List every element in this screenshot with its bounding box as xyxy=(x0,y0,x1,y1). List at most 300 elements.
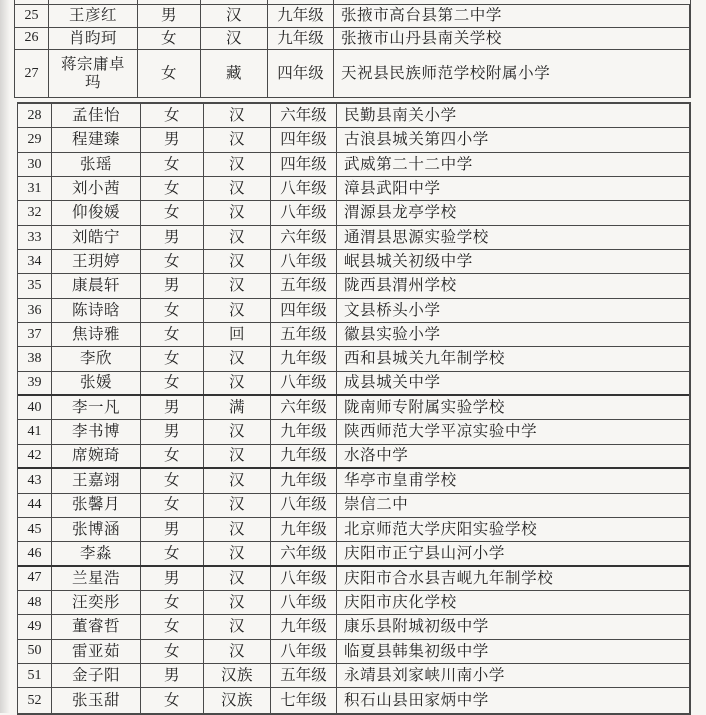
roster-table-segment-top xyxy=(14,4,691,98)
cell-school xyxy=(337,615,689,638)
cell-school xyxy=(337,664,689,687)
school-text: 张掖市高台县第二中学 xyxy=(341,7,503,25)
grade-text: 八年级 xyxy=(280,204,327,222)
cell-name xyxy=(52,445,141,467)
cell-ethnicity xyxy=(204,347,271,370)
cell-no xyxy=(18,128,52,151)
cell-school xyxy=(337,396,689,419)
cell-school xyxy=(334,50,689,97)
cell-name xyxy=(49,50,138,97)
cell-grade xyxy=(271,567,337,590)
gender-text: 女 xyxy=(163,350,180,368)
cell-grade xyxy=(271,518,337,541)
ethnicity-text: 汉 xyxy=(228,472,245,490)
cell-gender xyxy=(141,445,204,467)
school-text: 陇西县渭州学校 xyxy=(344,277,457,295)
ethnicity-text: 汉 xyxy=(228,618,245,636)
gender-text: 男 xyxy=(163,399,180,417)
cell-name xyxy=(52,104,141,127)
school-text: 庆阳市合水县吉岘九年制学校 xyxy=(344,569,554,587)
gender-text: 女 xyxy=(163,204,180,222)
name-text: 张瑶 xyxy=(79,155,112,173)
cell-ethnicity xyxy=(204,372,271,394)
cell-name xyxy=(52,688,141,712)
grade-text: 八年级 xyxy=(280,496,327,514)
no-text: 41 xyxy=(27,424,42,440)
name-text: 仰俊媛 xyxy=(71,204,120,222)
cell-no xyxy=(18,250,52,273)
cell-gender xyxy=(141,153,204,176)
cell-school xyxy=(337,494,689,517)
cell-gender xyxy=(138,50,201,97)
table-row xyxy=(18,347,689,371)
name-text: 王嘉翊 xyxy=(71,472,120,490)
cell-no xyxy=(18,518,52,541)
cell-gender xyxy=(141,494,204,517)
cell-ethnicity xyxy=(204,615,271,638)
school-text: 西和县城关九年制学校 xyxy=(344,350,506,368)
cell-school xyxy=(337,469,689,492)
name-text: 兰星浩 xyxy=(71,569,120,587)
gender-text: 女 xyxy=(160,64,177,82)
no-text: 43 xyxy=(27,472,42,488)
name-text: 张馨月 xyxy=(71,496,120,514)
gender-text: 男 xyxy=(163,520,180,538)
grade-text: 八年级 xyxy=(280,593,327,611)
cell-name xyxy=(52,323,141,346)
table-row xyxy=(18,567,689,591)
cell-school xyxy=(337,153,689,176)
name-text: 席婉琦 xyxy=(71,447,120,465)
no-text: 47 xyxy=(27,570,42,586)
cell-name xyxy=(52,274,141,297)
cell-no xyxy=(18,688,52,712)
name-text: 董睿哲 xyxy=(71,618,120,636)
no-text: 49 xyxy=(27,619,42,635)
grade-text: 六年级 xyxy=(280,399,327,417)
cell-gender xyxy=(138,5,201,27)
name-text: 李欣 xyxy=(79,350,112,368)
school-text: 临夏县韩集初级中学 xyxy=(344,642,489,660)
cell-name xyxy=(52,640,141,663)
cell-gender xyxy=(141,469,204,492)
cell-no xyxy=(18,664,52,687)
cell-no xyxy=(18,201,52,224)
no-text: 27 xyxy=(24,65,39,81)
grade-text: 六年级 xyxy=(280,228,327,246)
grade-text: 九年级 xyxy=(280,350,327,368)
gender-text: 女 xyxy=(163,691,180,709)
name-text: 汪奕彤 xyxy=(71,593,120,611)
grade-text: 六年级 xyxy=(280,544,327,562)
cell-grade xyxy=(268,50,334,97)
grade-text: 七年级 xyxy=(280,691,327,709)
roster-table-segment-bottom xyxy=(17,102,691,715)
cell-gender xyxy=(141,615,204,638)
no-text: 40 xyxy=(27,399,42,415)
no-text: 34 xyxy=(27,253,42,269)
gender-text: 女 xyxy=(160,29,177,47)
cell-grade xyxy=(271,201,337,224)
gender-text: 女 xyxy=(163,301,180,319)
cell-school xyxy=(337,250,689,273)
cell-ethnicity xyxy=(204,250,271,273)
ethnicity-text: 汉族 xyxy=(220,666,253,684)
cell-grade xyxy=(271,420,337,443)
cell-name xyxy=(49,28,138,50)
cell-school xyxy=(337,518,689,541)
grade-text: 九年级 xyxy=(280,472,327,490)
cell-no xyxy=(18,153,52,176)
ethnicity-text: 汉 xyxy=(228,569,245,587)
table-row xyxy=(18,445,689,469)
ethnicity-text: 回 xyxy=(228,326,245,344)
gender-text: 男 xyxy=(163,228,180,246)
cell-ethnicity xyxy=(204,542,271,564)
cell-school xyxy=(337,640,689,663)
gender-text: 女 xyxy=(163,253,180,271)
cell-grade xyxy=(271,153,337,176)
cell-gender xyxy=(141,177,204,200)
ethnicity-text: 汉 xyxy=(228,155,245,173)
cell-no xyxy=(15,28,49,50)
no-text: 31 xyxy=(27,180,42,196)
cell-school xyxy=(337,445,689,467)
cell-name xyxy=(52,372,141,394)
ethnicity-text: 汉 xyxy=(228,423,245,441)
school-text: 古浪县城关第四小学 xyxy=(344,131,489,149)
grade-text: 五年级 xyxy=(280,277,327,295)
no-text: 52 xyxy=(27,692,42,708)
cell-no xyxy=(18,567,52,590)
cell-ethnicity xyxy=(204,177,271,200)
grade-text: 四年级 xyxy=(280,155,327,173)
cell-grade xyxy=(271,347,337,370)
cell-name xyxy=(52,396,141,419)
school-text: 武威第二十二中学 xyxy=(344,155,473,173)
ethnicity-text: 汉 xyxy=(228,277,245,295)
grade-text: 九年级 xyxy=(280,618,327,636)
gender-text: 男 xyxy=(163,131,180,149)
gender-text: 男 xyxy=(163,666,180,684)
school-text: 渭源县龙亭学校 xyxy=(344,204,457,222)
name-text: 金子阳 xyxy=(71,666,120,684)
no-text: 25 xyxy=(24,7,39,23)
cell-school xyxy=(337,104,689,127)
gender-text: 女 xyxy=(163,106,180,124)
cell-grade xyxy=(271,396,337,419)
cell-ethnicity xyxy=(204,104,271,127)
ethnicity-text: 汉 xyxy=(228,642,245,660)
gender-text: 女 xyxy=(163,326,180,344)
school-text: 陇南师专附属实验学校 xyxy=(344,399,506,417)
no-text: 30 xyxy=(27,156,42,172)
name-text: 陈诗晗 xyxy=(71,301,120,319)
cell-school xyxy=(337,274,689,297)
no-text: 32 xyxy=(27,205,42,221)
grade-text: 八年级 xyxy=(280,253,327,271)
cell-no xyxy=(18,469,52,492)
cell-gender xyxy=(141,250,204,273)
table-row xyxy=(18,201,689,225)
school-text: 积石山县田家炳中学 xyxy=(344,691,489,709)
cell-grade xyxy=(271,128,337,151)
cell-name xyxy=(52,591,141,614)
school-text: 水洛中学 xyxy=(344,447,409,465)
no-text: 26 xyxy=(24,30,39,46)
ethnicity-text: 汉 xyxy=(225,29,242,47)
table-row xyxy=(18,372,689,396)
grade-text: 六年级 xyxy=(280,106,327,124)
cell-gender xyxy=(141,664,204,687)
cell-ethnicity xyxy=(201,28,268,50)
cell-no xyxy=(18,420,52,443)
name-text: 肖昀珂 xyxy=(68,29,117,47)
school-text: 永靖县刘家峡川南小学 xyxy=(344,666,506,684)
cell-no xyxy=(18,226,52,249)
gender-text: 女 xyxy=(163,618,180,636)
cell-school xyxy=(337,567,689,590)
cell-school xyxy=(337,177,689,200)
cell-ethnicity xyxy=(204,518,271,541)
gender-text: 男 xyxy=(163,423,180,441)
cell-ethnicity xyxy=(204,323,271,346)
ethnicity-text: 汉 xyxy=(228,180,245,198)
table-row xyxy=(18,128,689,152)
cell-gender xyxy=(141,518,204,541)
cell-school xyxy=(337,420,689,443)
school-text: 徽县实验小学 xyxy=(344,326,441,344)
cell-name xyxy=(52,226,141,249)
table-row xyxy=(18,469,689,493)
gender-text: 男 xyxy=(163,277,180,295)
name-text: 李淼 xyxy=(79,544,112,562)
ethnicity-text: 满 xyxy=(228,399,245,417)
gender-text: 女 xyxy=(163,447,180,465)
cell-ethnicity xyxy=(204,567,271,590)
cell-name xyxy=(52,420,141,443)
school-text: 通渭县思源实验学校 xyxy=(344,228,489,246)
table-row xyxy=(18,640,689,664)
gender-text: 男 xyxy=(163,569,180,587)
grade-text: 九年级 xyxy=(280,520,327,538)
name-text: 王彦红 xyxy=(68,7,117,25)
ethnicity-text: 汉 xyxy=(228,447,245,465)
ethnicity-text: 汉 xyxy=(225,7,242,25)
name-text: 刘小茜 xyxy=(71,180,120,198)
cell-grade xyxy=(271,494,337,517)
gender-text: 女 xyxy=(163,544,180,562)
cell-gender xyxy=(141,640,204,663)
cell-school xyxy=(337,372,689,394)
cell-ethnicity xyxy=(204,688,271,712)
cell-name xyxy=(52,615,141,638)
school-text: 文县桥头小学 xyxy=(344,301,441,319)
ethnicity-text: 汉 xyxy=(228,106,245,124)
cell-no xyxy=(18,274,52,297)
cell-name xyxy=(52,347,141,370)
table-row xyxy=(18,518,689,542)
name-text: 张媛 xyxy=(79,374,112,392)
ethnicity-text: 汉 xyxy=(228,544,245,562)
no-text: 36 xyxy=(27,302,42,318)
cell-no xyxy=(18,445,52,467)
cell-gender xyxy=(138,28,201,50)
school-text: 民勤县南关小学 xyxy=(344,106,457,124)
table-row xyxy=(18,664,689,688)
no-text: 33 xyxy=(27,229,42,245)
cell-gender xyxy=(141,567,204,590)
school-text: 北京师范大学庆阳实验学校 xyxy=(344,520,538,538)
cell-grade xyxy=(271,640,337,663)
cell-ethnicity xyxy=(204,469,271,492)
cell-name xyxy=(52,177,141,200)
name-text: 康晨轩 xyxy=(71,277,120,295)
cell-ethnicity xyxy=(204,664,271,687)
cell-name xyxy=(52,664,141,687)
no-text: 50 xyxy=(27,643,42,659)
cell-gender xyxy=(141,347,204,370)
cell-no xyxy=(18,396,52,419)
cell-gender xyxy=(141,226,204,249)
cell-ethnicity xyxy=(204,128,271,151)
cell-ethnicity xyxy=(204,640,271,663)
cell-ethnicity xyxy=(204,396,271,419)
grade-text: 四年级 xyxy=(280,301,327,319)
cell-grade xyxy=(271,299,337,322)
table-row xyxy=(18,177,689,201)
grade-text: 四年级 xyxy=(277,64,324,82)
table-row xyxy=(18,226,689,250)
cell-ethnicity xyxy=(204,420,271,443)
no-text: 35 xyxy=(27,278,42,294)
cell-grade xyxy=(271,250,337,273)
cell-name xyxy=(52,542,141,564)
gender-text: 女 xyxy=(163,180,180,198)
cell-no xyxy=(18,591,52,614)
ethnicity-text: 汉 xyxy=(228,350,245,368)
no-text: 45 xyxy=(27,521,42,537)
table-row xyxy=(15,28,689,51)
cell-school xyxy=(337,347,689,370)
grade-text: 九年级 xyxy=(280,447,327,465)
cell-ethnicity xyxy=(204,299,271,322)
name-text: 李书博 xyxy=(71,423,120,441)
cell-no xyxy=(18,640,52,663)
no-text: 29 xyxy=(27,132,42,148)
cell-school xyxy=(337,201,689,224)
cell-ethnicity xyxy=(204,226,271,249)
name-text: 李一凡 xyxy=(71,399,120,417)
cell-name xyxy=(52,250,141,273)
table-row xyxy=(18,688,689,712)
cell-name xyxy=(52,153,141,176)
school-text: 崇信二中 xyxy=(344,496,409,514)
school-text: 陕西师范大学平凉实验中学 xyxy=(344,423,538,441)
cell-school xyxy=(337,323,689,346)
cell-school xyxy=(334,28,689,50)
cell-no xyxy=(15,50,49,97)
grade-text: 八年级 xyxy=(280,180,327,198)
cell-school xyxy=(337,128,689,151)
cell-grade xyxy=(271,274,337,297)
name-text: 孟佳怡 xyxy=(71,106,120,124)
cell-ethnicity xyxy=(201,5,268,27)
name-text: 焦诗雅 xyxy=(71,326,120,344)
cell-no xyxy=(18,347,52,370)
cell-ethnicity xyxy=(201,50,268,97)
grade-text: 四年级 xyxy=(280,131,327,149)
gender-text: 女 xyxy=(163,593,180,611)
no-text: 46 xyxy=(27,545,42,561)
cell-grade xyxy=(271,372,337,394)
gender-text: 女 xyxy=(163,374,180,392)
school-text: 华亭市皇甫学校 xyxy=(344,472,457,490)
cell-gender xyxy=(141,396,204,419)
cell-name xyxy=(52,299,141,322)
cell-no xyxy=(18,299,52,322)
name-text: 张博涵 xyxy=(71,520,120,538)
grade-text: 八年级 xyxy=(280,642,327,660)
name-text: 刘皓宁 xyxy=(71,228,120,246)
ethnicity-text: 汉 xyxy=(228,253,245,271)
cell-no xyxy=(15,5,49,27)
cell-gender xyxy=(141,201,204,224)
grade-text: 九年级 xyxy=(277,29,324,47)
cell-gender xyxy=(141,299,204,322)
cell-name xyxy=(49,5,138,27)
cell-gender xyxy=(141,591,204,614)
cell-ethnicity xyxy=(204,274,271,297)
ethnicity-text: 汉 xyxy=(228,593,245,611)
cell-grade xyxy=(271,104,337,127)
cell-grade xyxy=(268,28,334,50)
cell-gender xyxy=(141,420,204,443)
ethnicity-text: 汉 xyxy=(228,204,245,222)
table-row xyxy=(18,153,689,177)
ethnicity-text: 汉 xyxy=(228,131,245,149)
school-text: 漳县武阳中学 xyxy=(344,180,441,198)
cell-gender xyxy=(141,688,204,712)
name-text: 程建臻 xyxy=(71,131,120,149)
ethnicity-text: 汉 xyxy=(228,228,245,246)
cell-school xyxy=(337,591,689,614)
cell-no xyxy=(18,323,52,346)
ethnicity-text: 藏 xyxy=(225,64,242,82)
cell-grade xyxy=(271,688,337,712)
no-text: 37 xyxy=(27,326,42,342)
no-text: 42 xyxy=(27,448,42,464)
cell-grade xyxy=(268,5,334,27)
cell-name xyxy=(52,128,141,151)
grade-text: 九年级 xyxy=(277,7,324,25)
ethnicity-text: 汉 xyxy=(228,520,245,538)
table-row xyxy=(18,104,689,128)
no-text: 44 xyxy=(27,497,42,513)
cell-ethnicity xyxy=(204,445,271,467)
cell-grade xyxy=(271,615,337,638)
cell-gender xyxy=(141,104,204,127)
cell-gender xyxy=(141,323,204,346)
cell-school xyxy=(337,688,689,712)
no-text: 48 xyxy=(27,594,42,610)
table-row xyxy=(18,250,689,274)
cell-grade xyxy=(271,226,337,249)
gender-text: 女 xyxy=(163,642,180,660)
gender-text: 男 xyxy=(160,7,177,25)
school-text: 庆阳市正宁县山河小学 xyxy=(344,544,506,562)
cell-no xyxy=(18,104,52,127)
